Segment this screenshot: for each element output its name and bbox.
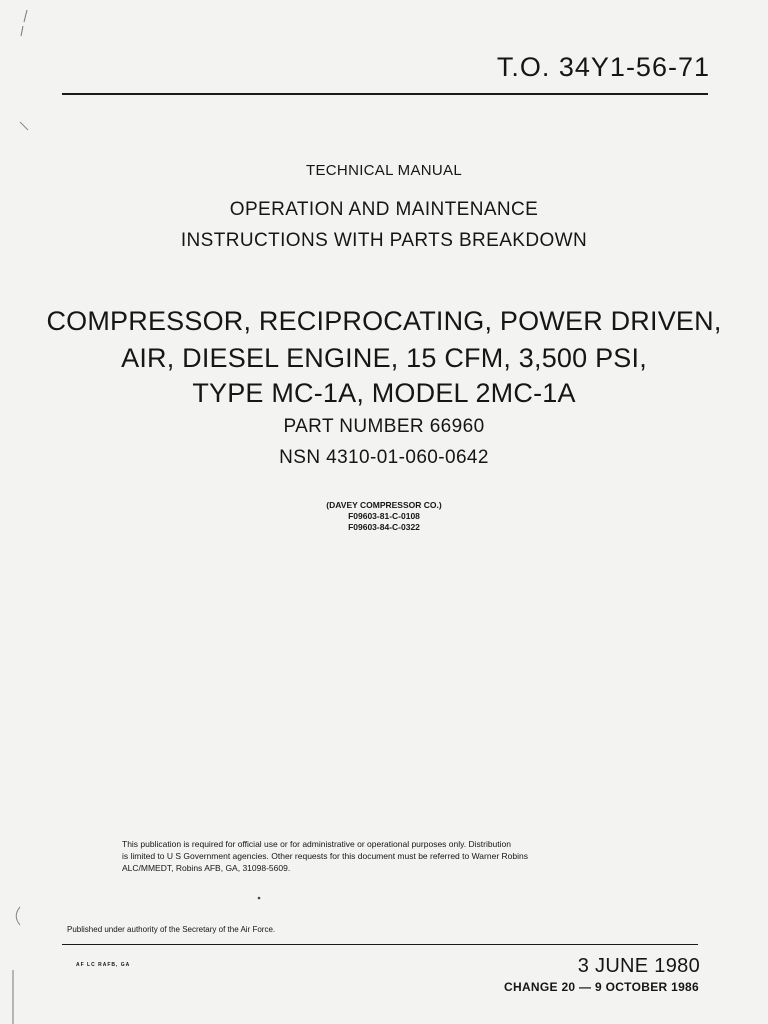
contract-number-2: F09603-84-C-0322 bbox=[348, 522, 420, 532]
scan-artifact-mark bbox=[18, 8, 30, 38]
contractor-name: (DAVEY COMPRESSOR CO.) bbox=[326, 500, 442, 510]
operation-line-2: INSTRUCTIONS WITH PARTS BREAKDOWN bbox=[180, 230, 588, 251]
scan-artifact-mark bbox=[18, 120, 32, 134]
printer-mark: AF LC RAFB, GA bbox=[76, 962, 131, 968]
title-line-2: AIR, DIESEL ENGINE, 15 CFM, 3,500 PSI, bbox=[121, 343, 647, 373]
title-line-1: COMPRESSOR, RECIPROCATING, POWER DRIVEN, bbox=[46, 306, 722, 336]
contractor-block bbox=[0, 500, 768, 533]
distribution-line-3: ALC/MMEDT, Robins AFB, GA, 31098-5609. bbox=[122, 863, 291, 873]
scan-artifact-mark bbox=[255, 893, 263, 903]
scan-artifact-mark bbox=[12, 905, 24, 927]
distribution-statement bbox=[122, 838, 622, 874]
contract-number-1: F09603-81-C-0108 bbox=[348, 511, 420, 521]
national-stock-number: NSN 4310-01-060-0642 bbox=[279, 447, 489, 468]
publication-date: 3 JUNE 1980 bbox=[577, 955, 700, 977]
operation-line-1: OPERATION AND MAINTENANCE bbox=[229, 199, 539, 220]
technical-order-number: T.O. 34Y1-56-71 bbox=[496, 52, 710, 82]
part-number: PART NUMBER 66960 bbox=[283, 416, 485, 437]
scan-artifact-mark bbox=[8, 970, 18, 1024]
change-notice: CHANGE 20 — 9 OCTOBER 1986 bbox=[504, 980, 699, 994]
distribution-line-1: This publication is required for official use or for administrative or operational purposes only. Distribution bbox=[122, 839, 511, 849]
bottom-rule bbox=[62, 944, 698, 945]
title-line-3: TYPE MC-1A, MODEL 2MC-1A bbox=[192, 378, 576, 408]
distribution-line-2: is limited to U S Government agencies. Other requests for this document must be referred to Warner Robins bbox=[122, 851, 528, 861]
technical-manual-label: TECHNICAL MANUAL bbox=[306, 162, 462, 179]
publication-authority: Published under authority of the Secretary of the Air Force. bbox=[67, 925, 276, 934]
top-rule bbox=[62, 93, 708, 95]
